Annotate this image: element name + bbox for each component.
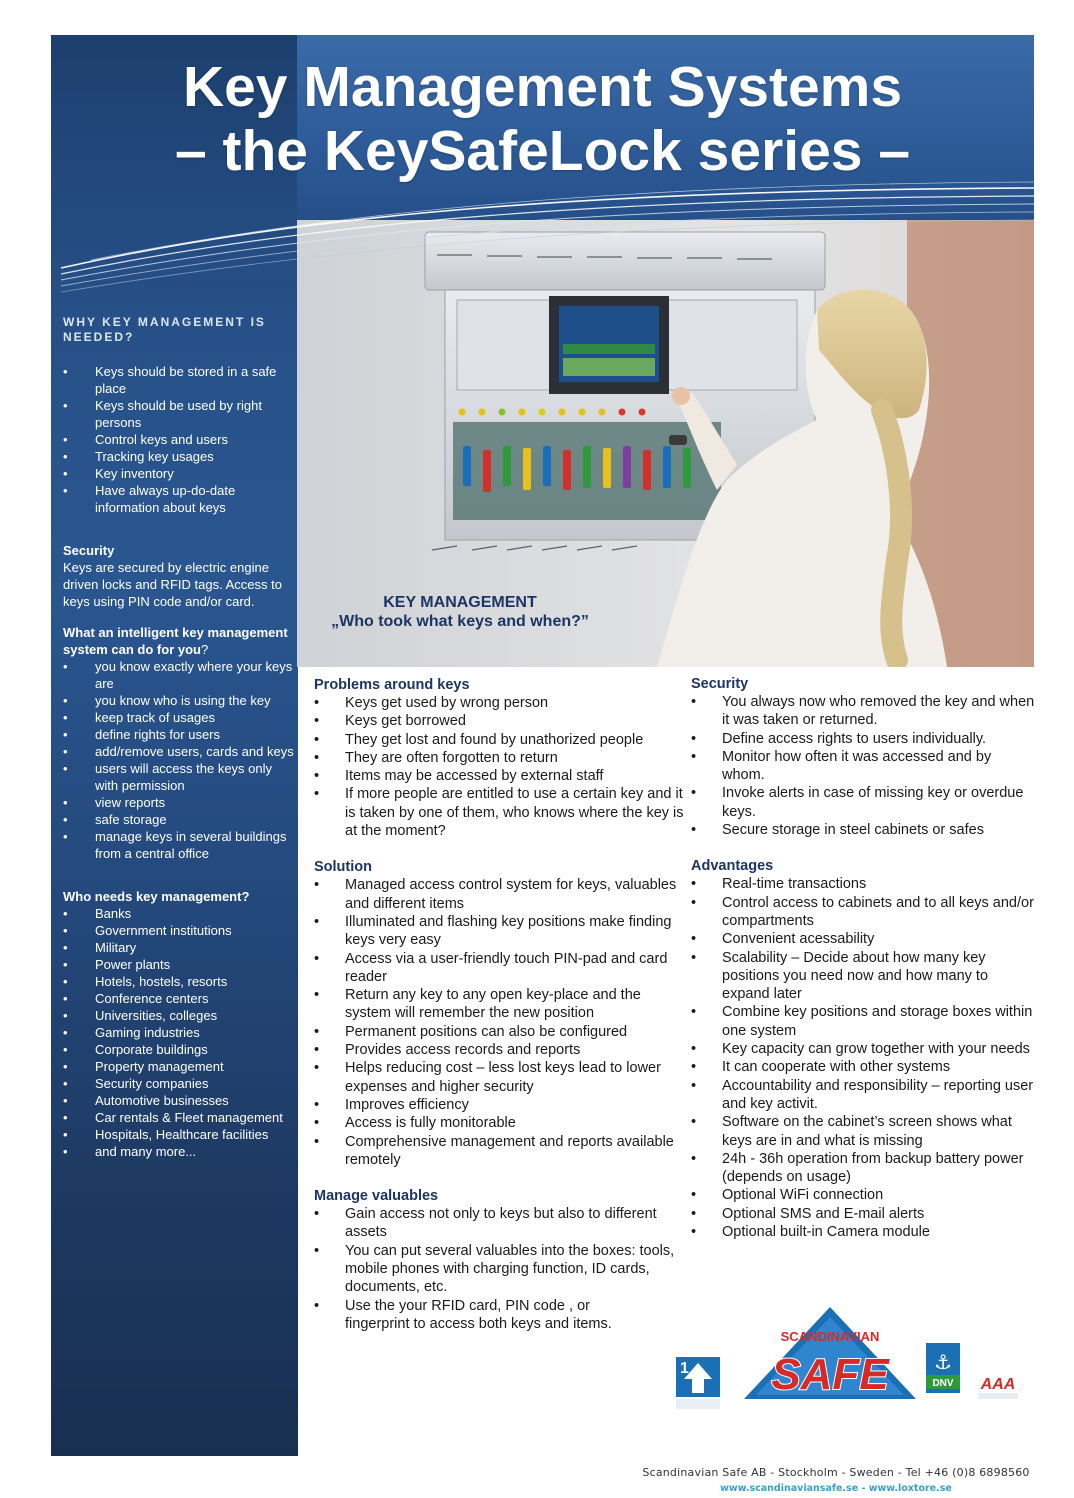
photo-caption — [310, 593, 610, 631]
list-item: • Keys get used by wrong person — [314, 694, 684, 712]
left-column — [314, 676, 684, 1333]
list-item: • Monitor how often it was accessed and by whom. — [691, 748, 1036, 785]
list-item: • you know exactly where your keys are — [63, 658, 295, 692]
list-item: • view reports — [63, 794, 295, 811]
security-heading: Security — [63, 543, 115, 558]
list-item: • safe storage — [63, 811, 295, 828]
aaa-label: AAA — [980, 1376, 1016, 1393]
intelligent-heading-wrap — [63, 624, 295, 658]
photo-caption-title: KEY MANAGEMENT — [383, 594, 537, 611]
list-item: • Real-time transactions — [691, 875, 1036, 893]
intelligent-list — [63, 658, 295, 862]
list-item: • Accountability and responsibility – reporting user and key activit. — [691, 1077, 1036, 1114]
why-heading: WHY KEY MANAGEMENT IS NEEDED? — [63, 315, 266, 344]
list-item: • Corporate buildings — [63, 1041, 295, 1058]
logo-area — [636, 1305, 1036, 1415]
list-item: • Have always up-do-date information about keys — [63, 482, 295, 516]
list-item: • Keys get borrowed — [314, 712, 684, 730]
list-item: • Combine key positions and storage boxes within one system — [691, 1003, 1036, 1040]
list-item: • Universities, colleges — [63, 1007, 295, 1024]
list-item: • manage keys in several buildings from a central office — [63, 828, 295, 862]
list-item: • Military — [63, 939, 295, 956]
list-item: • Return any key to any open key-place and the system will remember the new position — [314, 986, 684, 1023]
list-item: • Secure storage in steel cabinets or safes — [691, 821, 1036, 839]
list-item: • You always now who removed the key and when it was taken or returned. — [691, 693, 1036, 730]
problems-list — [314, 694, 684, 840]
certification-number: 1 — [680, 1360, 689, 1377]
who-heading: Who needs key management? — [63, 889, 250, 904]
list-item: • Permanent positions can also be configured — [314, 1023, 684, 1041]
list-item: • Use the your RFID card, PIN code , or fingerprint to access both keys and items. — [314, 1297, 644, 1334]
list-item: • users will access the keys only with permission — [63, 760, 295, 794]
list-item: • Keys should be used by right persons — [63, 397, 295, 431]
list-item: • Define access rights to users individually. — [691, 730, 1036, 748]
valuables-heading: Manage valuables — [314, 1188, 439, 1205]
title-line-2: – the KeySafeLock series – — [174, 119, 911, 183]
photo-caption-subtitle: „Who took what keys and when?” — [331, 613, 589, 630]
list-item: • Optional SMS and E-mail alerts — [691, 1205, 1036, 1223]
intelligent-heading-tail: ? — [200, 642, 209, 657]
list-item: • Gaming industries — [63, 1024, 295, 1041]
list-item: • Comprehensive management and reports available remotely — [314, 1133, 684, 1170]
list-item: • You can put several valuables into the boxes: tools, mobile phones with charging function, ID cards, documents, etc. — [314, 1242, 684, 1297]
list-item: • Hospitals, Healthcare facilities — [63, 1126, 295, 1143]
list-item: • Banks — [63, 905, 295, 922]
intelligent-heading: What an intelligent key management system can do for you — [63, 625, 288, 657]
right-column — [691, 675, 1036, 1241]
list-item: • add/remove users, cards and keys — [63, 743, 295, 760]
list-item: • Gain access not only to keys but also to different assets — [314, 1205, 684, 1242]
list-item: • Convenient acessability — [691, 930, 1036, 948]
list-item: • define rights for users — [63, 726, 295, 743]
list-item: • They get lost and found by unathorized people — [314, 731, 684, 749]
security-text: Keys are secured by electric engine driven locks and RFID tags. Access to keys using PIN code and/or card. — [63, 560, 282, 609]
sidebar-content — [63, 315, 295, 1160]
list-item: • Access via a user-friendly touch PIN-pad and card reader — [314, 950, 684, 987]
list-item: • Control keys and users — [63, 431, 295, 448]
list-item: • Access is fully monitorable — [314, 1114, 684, 1132]
list-item: • keep track of usages — [63, 709, 295, 726]
who-list — [63, 905, 295, 1160]
aaa-rating-badge — [978, 1376, 1018, 1399]
list-item: • Automotive businesses — [63, 1092, 295, 1109]
valuables-list — [314, 1205, 684, 1333]
list-item: • Managed access control system for keys, valuables and different items — [314, 876, 684, 913]
list-item: • Invoke alerts in case of missing key or overdue keys. — [691, 784, 1036, 821]
dnv-label: DNV — [932, 1378, 954, 1389]
list-item: • Conference centers — [63, 990, 295, 1007]
list-item: • Software on the cabinet’s screen shows what keys are in and what is missing — [691, 1113, 1036, 1150]
list-item: • Optional built-in Camera module — [691, 1223, 1036, 1241]
list-item: • If more people are entitled to use a certain key and it is taken by one of them, who knows where the key is at the moment? — [314, 785, 684, 840]
list-item: • Illuminated and flashing key positions make finding keys very easy — [314, 913, 684, 950]
list-item: • Government institutions — [63, 922, 295, 939]
security-features-list — [691, 693, 1036, 839]
why-list — [63, 363, 295, 516]
list-item: • Key capacity can grow together with your needs — [691, 1040, 1036, 1058]
list-item: • Tracking key usages — [63, 448, 295, 465]
svg-text:⚓: ⚓ — [934, 1350, 952, 1374]
list-item: • Scalability – Decide about how many key positions you need now and how many to expand later — [691, 949, 1036, 1004]
list-item: • Property management — [63, 1058, 295, 1075]
list-item: • Improves efficiency — [314, 1096, 684, 1114]
advantages-heading: Advantages — [691, 858, 774, 875]
list-item: • Key inventory — [63, 465, 295, 482]
list-item: • Power plants — [63, 956, 295, 973]
security-features-heading: Security — [691, 676, 749, 692]
list-item: • Optional WiFi connection — [691, 1186, 1036, 1204]
list-item: • you know who is using the key — [63, 692, 295, 709]
list-item: • Car rentals & Fleet management — [63, 1109, 295, 1126]
list-item: • and many more... — [63, 1143, 295, 1160]
list-item: • They are often forgotten to return — [314, 749, 684, 767]
list-item: • Provides access records and reports — [314, 1041, 684, 1059]
brand-top-text: SCANDINAVIAN — [780, 1329, 880, 1344]
list-item: • 24h - 36h operation from backup battery power (depends on usage) — [691, 1150, 1036, 1187]
list-item: • Hotels, hostels, resorts — [63, 973, 295, 990]
dnv-anchor-icon — [926, 1343, 960, 1393]
list-item: • It can cooperate with other systems — [691, 1058, 1036, 1076]
solution-heading: Solution — [314, 859, 372, 876]
brand-main-text: SAFE — [771, 1350, 889, 1399]
certification-arrow-icon — [676, 1357, 720, 1409]
footer-website: www.scandinaviansafe.se - www.loxtore.se — [720, 1483, 952, 1494]
scandinavian-safe-logo — [744, 1307, 916, 1399]
list-item: • Helps reducing cost – less lost keys lead to lower expenses and higher security — [314, 1059, 684, 1096]
list-item: • Security companies — [63, 1075, 295, 1092]
advantages-list — [691, 875, 1036, 1241]
footer-contact: Scandinavian Safe AB - Stockholm - Sweden - Tel +46 (0)8 6898560 — [642, 1466, 1030, 1479]
list-item: • Keys should be stored in a safe place — [63, 363, 295, 397]
page-title — [51, 55, 1034, 183]
list-item: • Control access to cabinets and to all keys and/or compartments — [691, 894, 1036, 931]
title-line-1: Key Management Systems — [182, 55, 903, 119]
solution-list — [314, 876, 684, 1169]
list-item: • Items may be accessed by external staff — [314, 767, 684, 785]
problems-heading: Problems around keys — [314, 677, 470, 693]
